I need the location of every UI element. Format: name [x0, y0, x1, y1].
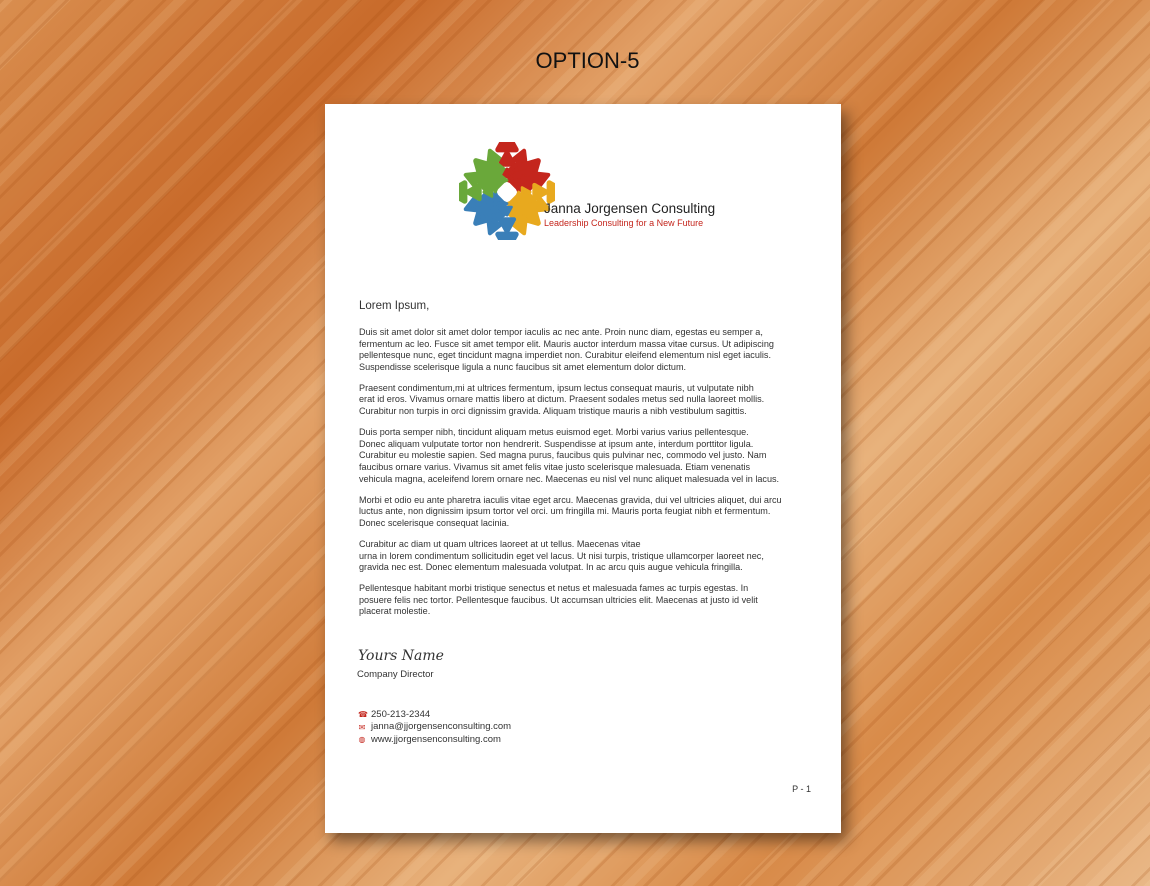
company-logo-icon	[459, 142, 555, 240]
paragraph-line: Donec aliquam vulputate tortor non hendrerit. Suspendisse at ipsum ante, interdum porttitor ligula.	[359, 438, 754, 449]
paragraph-line: gravida nec est. Donec elementum malesuada volutpat. In ac arcu quis augue vehicula fringilla.	[359, 562, 743, 573]
logo-petal	[549, 183, 555, 201]
logo-petal	[534, 185, 547, 199]
paragraph-line: Pellentesque habitant morbi tristique senectus et netus et malesuada fames ac turpis egestas. In	[359, 583, 749, 594]
logo-petal	[500, 152, 514, 165]
paragraph	[359, 427, 819, 485]
phone-icon: ☎	[358, 710, 368, 720]
paragraph-line: vehicula magna, aceleifend lorem ornare nec. Maecenas eu nisl vel nunc aliquet malesuada vel in lacus.	[359, 473, 780, 484]
paragraph-line: Curabitur eu molestie sapien. Sed magna purus, faucibus quis pulvinar nec, commodo vel justo. Nam	[359, 450, 767, 461]
mockup-title: OPTION-5	[535, 48, 640, 73]
contact-email	[358, 721, 511, 733]
contact-phone	[358, 709, 511, 721]
logo-petal	[500, 219, 514, 232]
paragraph	[359, 539, 819, 574]
paragraph	[359, 383, 819, 418]
signature-name: Yours Name	[358, 648, 444, 664]
page-number: P - 1	[792, 784, 811, 794]
paragraph-line: Praesent condimentum,mi at ultrices fermentum, ipsum lectus consequat mauris, ut vulputate nibh	[359, 382, 754, 393]
paragraph-line: fermentum ac leo. Fusce sit amet tempor elit. Mauris auctor interdum massa vitae cursus. Ut adipiscing	[359, 338, 774, 349]
logo-petal	[467, 185, 480, 199]
paragraph	[359, 327, 819, 373]
paragraph-line: Curabitur ac diam ut quam ultrices laoreet at ut tellus. Maecenas vitae	[359, 538, 641, 549]
logo-petal	[459, 183, 465, 201]
paragraph-line: luctus ante, non dignissim ipsum tortor vel orci. um fringilla mi. Mauris porta feugiat nibh et fermentum.	[359, 506, 771, 517]
mail-icon: ✉	[358, 722, 366, 732]
company-name: Janna Jorgensen Consulting	[544, 201, 716, 216]
paragraph-line: Donec scelerisque consequat lacinia.	[359, 517, 510, 528]
signature-role: Company Director	[357, 669, 434, 680]
paragraph-line: urna in lorem condimentum sollicitudin eget vel lacus. Ut nisi turpis, tristique ullamcorper laoreet nec,	[359, 550, 764, 561]
paragraph-line: posuere felis nec tortor. Pellentesque faucibus. Ut accumsan ultricies elit. Maecenas at justo id velit	[359, 594, 758, 605]
company-tagline: Leadership Consulting for a New Future	[544, 218, 704, 228]
letter-body	[359, 327, 819, 627]
phone-number: 250-213-2344	[371, 709, 431, 720]
paragraph-line: faucibus ornare varius. Vivamus sit amet felis vitae justo scelerisque malesuada. Etiam venenatis	[359, 461, 751, 472]
paragraph-line: pellentesque nunc, eget tincidunt magna imperdiet non. Curabitur eleifend elementum nisl eget iaculis.	[359, 350, 771, 361]
greeting: Lorem Ipsum,	[359, 300, 430, 312]
contact-info	[358, 709, 511, 746]
paragraph-line: Suspendisse scelerisque ligula a nunc faucibus sit amet elementum dolor dictum.	[359, 361, 687, 372]
contact-website	[358, 734, 511, 746]
logo-petal	[498, 234, 516, 240]
paragraph-line: erat id eros. Vivamus ornare mattis libero at dictum. Praesent sodales metus sed nulla laoreet mollis.	[359, 394, 765, 405]
paragraph-line: Morbi et odio eu ante pharetra iaculis vitae eget arcu. Maecenas gravida, dui vel ultricies aliquet, dui arcu	[359, 494, 782, 505]
paragraph	[359, 583, 819, 618]
paragraph-line: Curabitur non turpis in orci dignissim gravida. Aliquam tristique mauris a nibh vestibulum sagittis.	[359, 406, 747, 417]
paragraph-line: placerat molestie.	[359, 606, 431, 617]
letterhead-page	[325, 104, 841, 833]
logo-petal	[498, 142, 516, 150]
globe-icon: ◍	[358, 735, 366, 745]
website-url[interactable]: www.jjorgensenconsulting.com	[371, 733, 501, 745]
email-address[interactable]: janna@jjorgensenconsulting.com	[371, 721, 512, 733]
paragraph-line: Duis sit amet dolor sit amet dolor tempor iaculis ac nec ante. Proin nunc diam, egestas eu semper a,	[359, 327, 763, 337]
paragraph-line: Duis porta semper nibh, tincidunt aliquam metus euismod eget. Morbi varius varius pellentesque.	[359, 427, 749, 438]
paragraph	[359, 495, 819, 530]
